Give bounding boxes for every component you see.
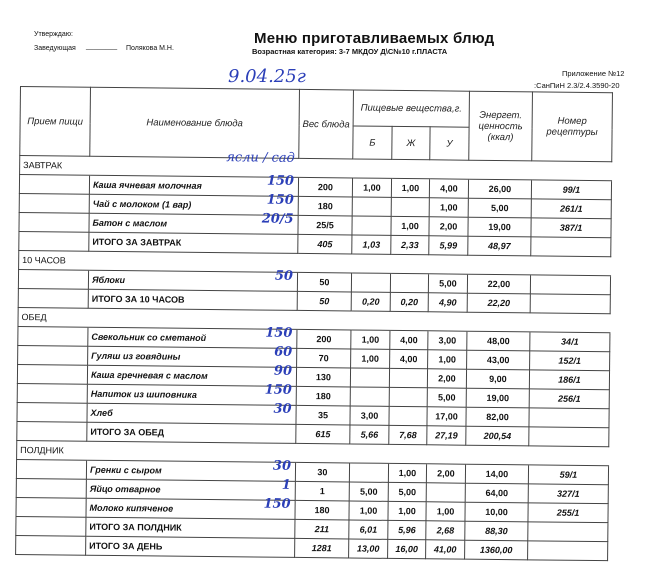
protein-cell <box>350 387 389 406</box>
recipe-cell: 255/1 <box>528 503 608 523</box>
fat-cell: 2,33 <box>391 235 429 254</box>
recipe-cell <box>530 275 610 295</box>
recipe-cell <box>528 541 608 561</box>
col-dish: Наименование блюда <box>90 87 300 158</box>
weight-cell: 35 <box>296 405 350 425</box>
dish-name-text: Напиток из шиповника <box>90 388 197 400</box>
section-spacer <box>89 251 298 272</box>
energy-cell: 19,00 <box>468 217 531 237</box>
dish-name-text: Батон с маслом <box>92 217 168 229</box>
dish-name-text: Яблоки <box>91 274 126 286</box>
signature-line: ________ <box>86 43 118 50</box>
empty-cell <box>296 443 350 463</box>
recipe-cell: 34/1 <box>530 332 610 352</box>
meal-section-label: ПОЛДНИК <box>17 440 87 460</box>
carb-cell: 2,00 <box>426 464 465 483</box>
weight-cell: 130 <box>296 367 350 387</box>
dish-name-text: Гренки с сыром <box>89 464 162 476</box>
handwritten-portion: 150 <box>263 496 291 512</box>
col-u: У <box>430 127 469 160</box>
protein-cell <box>352 197 391 216</box>
dish-name-text: Свекольник со сметаной <box>91 331 207 343</box>
meal-cell <box>18 269 88 289</box>
dish-name <box>87 403 296 424</box>
empty-cell <box>351 311 390 330</box>
protein-cell: 5,00 <box>349 482 388 501</box>
fat-cell <box>389 387 427 406</box>
empty-cell <box>530 313 610 333</box>
carb-cell: 2,00 <box>429 217 468 236</box>
empty-cell <box>353 159 392 178</box>
meal-cell <box>16 478 86 498</box>
fat-cell: 5,00 <box>388 482 426 501</box>
recipe-cell: 261/1 <box>531 199 611 219</box>
handwritten-portion: 150 <box>266 173 295 189</box>
empty-cell <box>392 159 430 178</box>
meal-section-label: ОБЕД <box>18 307 88 327</box>
col-meal: Прием пищи <box>20 87 91 157</box>
recipe-cell <box>529 408 609 428</box>
carb-cell: 4,00 <box>429 179 468 198</box>
empty-cell <box>532 161 612 181</box>
fat-cell: 16,00 <box>388 539 426 558</box>
meal-cell <box>16 497 86 517</box>
weight-cell: 180 <box>298 196 352 216</box>
empty-cell <box>531 256 611 276</box>
recipe-cell <box>529 427 609 447</box>
energy-cell: 19,00 <box>466 388 529 408</box>
dish-name-text: ИТОГО ЗА ПОЛДНИК <box>89 521 182 533</box>
col-b: Б <box>353 126 392 159</box>
protein-cell: 0,20 <box>351 292 390 311</box>
meal-cell <box>16 516 86 536</box>
empty-cell <box>469 160 532 180</box>
meal-cell <box>18 326 88 346</box>
meal-cell <box>17 364 87 384</box>
handwritten-portion: 50 <box>274 268 294 284</box>
handwritten-portion: 20/5 <box>261 211 294 227</box>
empty-cell <box>529 446 609 466</box>
empty-cell <box>466 445 529 465</box>
fat-cell: 1,00 <box>388 463 426 482</box>
weight-cell: 70 <box>297 348 351 368</box>
col-recipe: Номер рецептуры <box>532 92 613 162</box>
protein-cell: 1,03 <box>352 235 391 254</box>
meal-cell <box>19 231 89 251</box>
energy-cell: 64,00 <box>465 483 528 503</box>
dish-name-text: ИТОГО ЗА ДЕНЬ <box>89 540 163 552</box>
energy-cell: 26,00 <box>468 179 531 199</box>
weight-cell: 180 <box>295 500 349 520</box>
dish-name <box>88 346 297 367</box>
recipe-cell: 152/1 <box>530 351 610 371</box>
energy-cell: 43,00 <box>467 350 530 370</box>
energy-cell: 22,00 <box>467 274 530 294</box>
energy-cell: 88,30 <box>465 521 528 541</box>
fat-cell: 5,96 <box>388 520 426 539</box>
handwritten-portion: 150 <box>265 325 293 341</box>
handwritten-portion: 1 <box>281 477 291 493</box>
energy-cell: 5,00 <box>468 198 531 218</box>
col-energy: Энергет. ценность (ккал) <box>469 91 533 161</box>
page-subtitle: Возрастная категория: 3-7 МКДОУ Д\С№10 г.ПЛАСТА <box>252 47 448 56</box>
carb-cell: 5,00 <box>428 274 467 293</box>
empty-cell <box>298 253 352 273</box>
carb-cell: 41,00 <box>426 540 465 559</box>
section-spacer <box>87 441 296 462</box>
handwritten-portion: 60 <box>274 344 293 360</box>
empty-cell <box>350 444 389 463</box>
dish-name <box>88 270 297 291</box>
meal-cell <box>18 288 88 308</box>
weight-cell: 25/5 <box>298 215 352 235</box>
dish-name-text: ИТОГО ЗА 10 ЧАСОВ <box>91 293 185 305</box>
fat-cell: 1,00 <box>391 216 429 235</box>
empty-cell <box>297 310 351 330</box>
dish-name <box>89 213 298 234</box>
dish-name <box>86 460 295 481</box>
fat-cell <box>389 406 427 425</box>
total-label <box>89 232 298 253</box>
weight-cell: 1281 <box>295 538 349 558</box>
total-label <box>88 289 297 310</box>
dish-name-text: Молоко кипяченое <box>89 502 174 514</box>
approval-position: Заведующая <box>34 45 76 52</box>
energy-cell: 1360,00 <box>465 540 528 560</box>
empty-cell <box>390 311 428 330</box>
protein-cell: 6,01 <box>349 520 388 539</box>
weight-cell: 50 <box>297 272 351 292</box>
weight-cell: 200 <box>298 177 352 197</box>
protein-cell: 1,00 <box>351 349 390 368</box>
energy-cell: 22,20 <box>467 293 530 313</box>
recipe-cell <box>530 294 610 314</box>
fat-cell: 4,00 <box>390 330 428 349</box>
protein-cell <box>349 463 388 482</box>
handwritten-note: ясли / сад <box>226 150 295 166</box>
empty-cell <box>352 254 391 273</box>
carb-cell: 2,68 <box>426 521 465 540</box>
energy-cell: 9,00 <box>466 369 529 389</box>
handwritten-portion: 150 <box>266 192 294 208</box>
weight-cell: 1 <box>295 481 349 501</box>
fat-cell: 0,20 <box>390 292 428 311</box>
fat-cell: 1,00 <box>391 178 429 197</box>
approval-name: Полякова М.Н. <box>126 45 174 52</box>
recipe-cell <box>531 237 611 257</box>
protein-cell <box>352 216 391 235</box>
weight-cell: 200 <box>297 329 351 349</box>
recipe-cell: 387/1 <box>531 218 611 238</box>
recipe-cell: 99/1 <box>531 180 611 200</box>
col-weight: Вес блюда <box>299 89 354 159</box>
fat-cell: 4,00 <box>390 349 428 368</box>
dish-name <box>86 498 295 519</box>
protein-cell: 3,00 <box>350 406 389 425</box>
carb-cell: 5,00 <box>427 388 466 407</box>
protein-cell <box>351 273 390 292</box>
col-zh: Ж <box>392 126 430 159</box>
carb-cell: 27,19 <box>427 426 466 445</box>
dish-name-text: Чай с молоком (1 вар) <box>92 198 192 210</box>
carb-cell: 3,00 <box>428 331 467 350</box>
carb-cell: 2,00 <box>427 369 466 388</box>
dish-name-text: Каша гречневая с маслом <box>90 369 208 381</box>
weight-cell: 180 <box>296 386 350 406</box>
weight-cell: 50 <box>297 291 351 311</box>
dish-name-text: Хлеб <box>90 407 113 418</box>
handwritten-portion: 30 <box>273 401 292 417</box>
energy-cell: 48,97 <box>468 236 531 256</box>
handwritten-portion: 90 <box>273 363 293 379</box>
carb-cell: 4,90 <box>428 293 467 312</box>
protein-cell: 5,66 <box>350 425 389 444</box>
protein-cell: 1,00 <box>351 330 390 349</box>
col-nutrients: Пищевые вещества,г. <box>353 90 469 127</box>
energy-cell: 14,00 <box>465 464 528 484</box>
meal-section-label: 10 ЧАСОВ <box>19 250 89 270</box>
approval-label: Утверждаю: <box>34 31 73 38</box>
meal-cell <box>17 421 87 441</box>
meal-cell <box>16 535 86 555</box>
carb-cell: 1,00 <box>426 502 465 521</box>
meal-cell <box>19 212 89 232</box>
dish-name-text: ИТОГО ЗА ОБЕД <box>90 426 165 438</box>
dish-name <box>87 384 296 405</box>
empty-cell <box>391 254 429 273</box>
weight-cell: 405 <box>298 234 352 254</box>
meal-cell <box>16 459 86 479</box>
empty-cell <box>428 312 467 331</box>
meal-cell <box>19 175 89 195</box>
carb-cell: 5,99 <box>429 236 468 255</box>
empty-cell <box>389 444 427 463</box>
recipe-cell: 256/1 <box>529 389 609 409</box>
carb-cell: 1,00 <box>428 350 467 369</box>
protein-cell <box>350 368 389 387</box>
sanpin-label: :СанПиН 2.3/2.4.3590-20 <box>534 81 620 90</box>
empty-cell <box>429 255 468 274</box>
dish-name-text: Каша ячневая молочная <box>92 179 202 191</box>
appendix-label: Приложение №12 <box>562 69 625 78</box>
empty-cell <box>430 160 469 179</box>
empty-cell <box>427 445 466 464</box>
recipe-cell: 59/1 <box>528 465 608 485</box>
fat-cell <box>390 273 428 292</box>
handwritten-portion: 30 <box>272 458 292 474</box>
carb-cell: 17,00 <box>427 407 466 426</box>
carb-cell: 1,00 <box>429 198 468 217</box>
fat-cell <box>391 197 429 216</box>
total-label <box>87 422 296 443</box>
empty-cell <box>468 255 531 275</box>
energy-cell: 82,00 <box>466 407 529 427</box>
fat-cell <box>389 368 427 387</box>
dish-name-text: Яйцо отварное <box>89 483 161 495</box>
empty-cell <box>467 312 530 332</box>
energy-cell: 10,00 <box>465 502 528 522</box>
fat-cell: 1,00 <box>388 501 426 520</box>
page-title: Меню приготавливаемых блюд <box>254 30 495 47</box>
recipe-cell: 327/1 <box>528 484 608 504</box>
fat-cell: 7,68 <box>389 425 427 444</box>
dish-name-text: ИТОГО ЗА ЗАВТРАК <box>92 236 182 248</box>
meal-cell <box>17 402 87 422</box>
weight-cell: 615 <box>296 424 350 444</box>
handwritten-portion: 150 <box>264 382 292 398</box>
energy-cell: 48,00 <box>467 331 530 351</box>
menu-table <box>15 86 613 561</box>
protein-cell: 13,00 <box>349 539 388 558</box>
meal-cell <box>19 193 89 213</box>
meal-section-label: ЗАВТРАК <box>20 156 90 176</box>
meal-cell <box>18 345 88 365</box>
weight-cell: 211 <box>295 519 349 539</box>
dish-name-text: Гуляш из говядины <box>91 350 181 362</box>
total-label <box>86 517 295 538</box>
recipe-cell: 186/1 <box>529 370 609 390</box>
total-label <box>86 536 295 557</box>
protein-cell: 1,00 <box>349 501 388 520</box>
protein-cell: 1,00 <box>352 178 391 197</box>
carb-cell <box>426 483 465 502</box>
dish-name <box>88 327 297 348</box>
handwritten-date: 9.04.25г <box>228 66 306 87</box>
recipe-cell <box>528 522 608 542</box>
meal-cell <box>17 383 87 403</box>
weight-cell: 30 <box>295 462 349 482</box>
energy-cell: 200,54 <box>466 426 529 446</box>
empty-cell <box>299 158 353 178</box>
